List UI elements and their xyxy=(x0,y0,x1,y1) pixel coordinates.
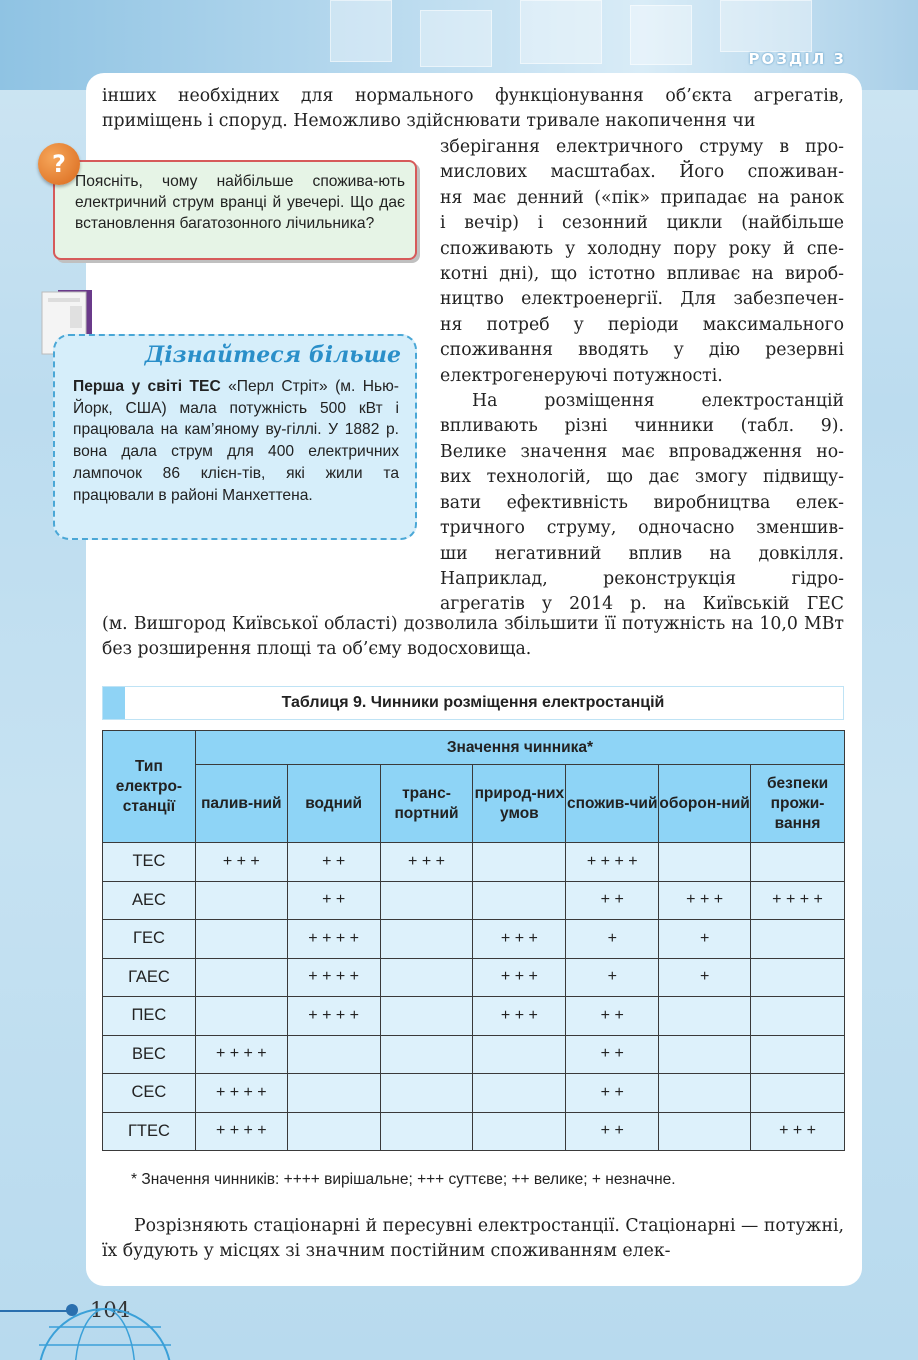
group-header: Значення чинника* xyxy=(195,731,844,765)
question-icon: ? xyxy=(38,143,80,185)
factor-value-cell: + + + + xyxy=(287,958,380,997)
paragraph-top: інших необхідних для нормального функціонування об’єкта агрегатів, приміщень і споруд. Неможливо здійснювати тривале накопичення чи xyxy=(102,86,844,132)
station-type-cell: ГЕС xyxy=(103,920,196,959)
factor-value-cell: + + xyxy=(566,1035,659,1074)
factor-value-cell: + + + + xyxy=(195,1074,287,1113)
page-number: 104 xyxy=(90,1298,131,1322)
station-type-cell: ГАЕС xyxy=(103,958,196,997)
station-type-cell: АЕС xyxy=(103,881,196,920)
right-column-line: ництво електроенергії. Для забезпечен- xyxy=(440,289,844,310)
factor-value-cell xyxy=(473,1112,566,1151)
right-column-line: Велике значення має впровадження но- xyxy=(440,441,844,462)
right-column-line: тричного струму, одночасно зменшив- xyxy=(440,518,844,539)
column-header: водний xyxy=(287,765,380,843)
factor-value-cell xyxy=(195,958,287,997)
globe-icon xyxy=(35,1305,175,1360)
factor-value-cell xyxy=(195,997,287,1036)
factor-value-cell: + + + + xyxy=(195,1035,287,1074)
right-column-line: Наприклад, реконструкція гідро- xyxy=(440,568,844,589)
factors-table xyxy=(102,730,845,1151)
right-column-line: вати ефективність виробництва елек- xyxy=(440,492,844,513)
factor-value-cell: + xyxy=(566,920,659,959)
factor-value-cell xyxy=(659,843,751,882)
learn-more-title: Дізнайтеся більше xyxy=(144,342,401,368)
right-column-line: споживають у холодну пору року й спе- xyxy=(440,238,844,259)
factor-value-cell: + + xyxy=(566,997,659,1036)
factor-value-cell: + + + + xyxy=(287,920,380,959)
factor-value-cell xyxy=(380,997,473,1036)
factor-value-cell xyxy=(473,881,566,920)
station-type-cell: ТЕС xyxy=(103,843,196,882)
right-column-line: і вечір) і сезонний цикли (найбільше xyxy=(440,213,844,234)
right-column-text xyxy=(440,135,844,618)
learn-more-body: «Перл Стріт» (м. Нью-Йорк, США) мала потужність 500 кВт і працювала на кам’яному ву-гіллі. У 1882 р. вона дала струм для 400 електричних лампочок 86 клієн-тів, які жили та працювали в районі Манхеттена. xyxy=(73,378,400,504)
factor-value-cell: + + + + xyxy=(751,881,845,920)
table-row xyxy=(103,1112,845,1151)
factor-value-cell xyxy=(751,997,845,1036)
factor-value-cell xyxy=(751,920,845,959)
factor-value-cell xyxy=(659,997,751,1036)
right-column-line: ши негативний вплив на довкілля. xyxy=(440,543,844,564)
question-box xyxy=(53,160,417,260)
factor-value-cell: + + + xyxy=(195,843,287,882)
factor-value-cell xyxy=(380,1035,473,1074)
table-caption-bar xyxy=(102,686,844,720)
right-column-line: ня має денний («пік» припадає на ранок xyxy=(440,187,844,208)
factor-value-cell xyxy=(287,1035,380,1074)
factor-value-cell: + + + xyxy=(659,881,751,920)
factor-value-cell xyxy=(287,1112,380,1151)
factor-value-cell: + + + xyxy=(473,920,566,959)
table-row xyxy=(103,1074,845,1113)
factor-value-cell: + + + + xyxy=(566,843,659,882)
factor-value-cell: + + + xyxy=(751,1112,845,1151)
table-footnote: * Значення чинників: ++++ вирішальне; +++ суттєве; ++ велике; + незначне. xyxy=(131,1171,676,1188)
learn-more-bold: Перша у світі ТЕС xyxy=(73,378,221,395)
factor-value-cell xyxy=(659,1035,751,1074)
factor-value-cell xyxy=(659,1112,751,1151)
factor-value-cell xyxy=(751,1074,845,1113)
column-header: природ-них умов xyxy=(473,765,566,843)
factor-value-cell: + + xyxy=(566,1112,659,1151)
column-header: спожив-чий xyxy=(566,765,659,843)
station-type-cell: ВЕС xyxy=(103,1035,196,1074)
factor-value-cell: + + xyxy=(566,1074,659,1113)
right-column-line: мислових масштабах. Його споживан- xyxy=(440,162,844,183)
factor-value-cell xyxy=(195,881,287,920)
factor-value-cell xyxy=(751,1035,845,1074)
factor-value-cell xyxy=(380,958,473,997)
factor-value-cell: + + + xyxy=(380,843,473,882)
factor-value-cell: + + + + xyxy=(195,1112,287,1151)
right-column-line: електрогенеруючі потужності. xyxy=(440,365,723,386)
factor-value-cell xyxy=(287,1074,380,1113)
factor-value-cell: + + + + xyxy=(287,997,380,1036)
section-label: РОЗДІЛ 3 xyxy=(748,50,846,68)
station-type-cell: ГТЕС xyxy=(103,1112,196,1151)
type-header: Тип електро-станції xyxy=(103,731,196,843)
right-column-line: котні дні), що істотно впливає на вироб- xyxy=(440,264,844,285)
factor-value-cell xyxy=(473,1074,566,1113)
factor-value-cell xyxy=(380,1112,473,1151)
factor-value-cell: + xyxy=(659,920,751,959)
learn-more-text xyxy=(73,376,399,506)
factor-value-cell: + xyxy=(659,958,751,997)
factor-value-cell: + + + xyxy=(473,997,566,1036)
right-column-line: вих технологій, що дає змогу підвищу- xyxy=(440,467,844,488)
right-column-line: споживання вводять у дію резервні xyxy=(440,340,844,361)
right-column-line: впливають різні чинники (табл. 9). xyxy=(440,416,844,437)
factor-value-cell xyxy=(659,1074,751,1113)
factor-value-cell xyxy=(751,958,845,997)
column-header: безпеки прожи-вання xyxy=(751,765,845,843)
factor-value-cell: + + xyxy=(287,881,380,920)
right-column-line: агрегатів у 2014 р. на Київській ГЕС xyxy=(440,594,844,615)
right-column-line: зберігання електричного струму в про- xyxy=(440,137,844,157)
factor-value-cell xyxy=(380,920,473,959)
factor-value-cell xyxy=(380,881,473,920)
right-column-line: ня потреб у періоди максимального xyxy=(440,314,844,335)
table-row xyxy=(103,920,845,959)
table-row xyxy=(103,843,845,882)
factor-value-cell xyxy=(473,1035,566,1074)
factor-value-cell xyxy=(195,920,287,959)
factor-value-cell xyxy=(380,1074,473,1113)
factor-value-cell xyxy=(751,843,845,882)
station-type-cell: ПЕС xyxy=(103,997,196,1036)
table-row xyxy=(103,1035,845,1074)
question-text: Поясніть, чому найбільше спожива-ють електричний струм вранці й увечері. Що дає встановлення багатозонного лічильника? xyxy=(75,173,405,232)
factor-value-cell: + + xyxy=(566,881,659,920)
column-header: транс-портний xyxy=(380,765,473,843)
paragraph-after: (м. Вишгород Київської області) дозволила збільшити її потужність на 10,0 МВт без розширення площі та об’єму водосховища. xyxy=(102,614,844,660)
table-row xyxy=(103,997,845,1036)
factor-value-cell xyxy=(473,843,566,882)
right-column-line: На розміщення електростанцій xyxy=(472,391,844,412)
table-row xyxy=(103,958,845,997)
station-type-cell: СЕС xyxy=(103,1074,196,1113)
column-header: палив-ний xyxy=(195,765,287,843)
factor-value-cell: + + + xyxy=(473,958,566,997)
column-header: оборон-ний xyxy=(659,765,751,843)
paragraph-bottom: Розрізняють стаціонарні й пересувні електростанції. Стаціонарні — потужні, їх будують у місцях зі значним постійним споживанням елек- xyxy=(102,1216,844,1262)
factor-value-cell: + + xyxy=(287,843,380,882)
learn-more-box xyxy=(53,334,417,540)
table-caption: Таблиця 9. Чинники розміщення електростанцій xyxy=(281,694,665,711)
factor-value-cell: + xyxy=(566,958,659,997)
table-row xyxy=(103,881,845,920)
